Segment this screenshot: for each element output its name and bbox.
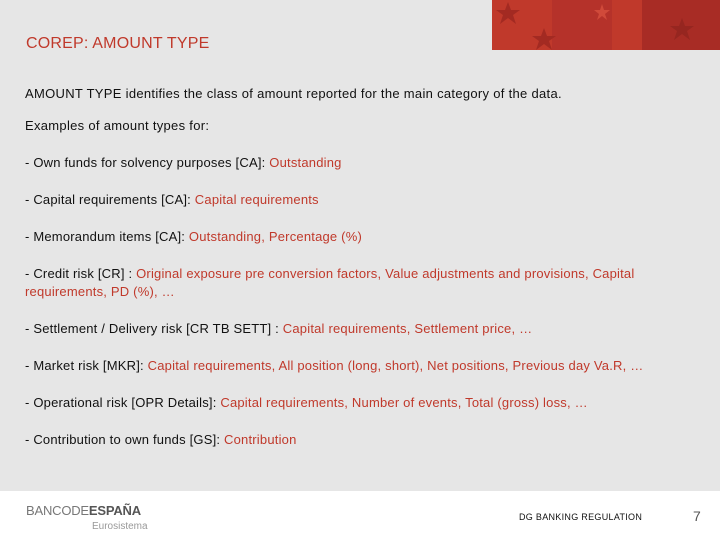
list-item-capital-requirements — [25, 191, 705, 209]
item-label: - Market risk [MKR]: — [25, 358, 144, 373]
stars-flag-icon — [492, 0, 720, 50]
logo-subtitle: Eurosistema — [92, 521, 148, 532]
banco-de-espana-logo — [26, 503, 141, 518]
item-label: - Memorandum items [CA]: — [25, 229, 186, 244]
list-item-market-risk — [25, 357, 705, 375]
item-value: Original exposure pre conversion factors, Value adjustments and provisions, Capital requirements, PD (%), … — [25, 266, 635, 299]
list-item-memorandum — [25, 228, 705, 246]
footer — [0, 491, 720, 540]
list-item-operational-risk — [25, 394, 705, 412]
item-label: - Own funds for solvency purposes [CA]: — [25, 155, 266, 170]
intro-text: AMOUNT TYPE identifies the class of amount reported for the main category of the data. — [25, 86, 562, 101]
item-label: - Capital requirements [CA]: — [25, 192, 191, 207]
page-number: 7 — [693, 508, 701, 524]
item-label: - Settlement / Delivery risk [CR TB SETT] : — [25, 321, 279, 336]
item-value: Capital requirements, Settlement price, … — [278, 321, 533, 336]
examples-heading: Examples of amount types for: — [25, 118, 210, 133]
list-item-credit-risk — [25, 265, 645, 301]
item-value: Capital requirements, Number of events, Total (gross) loss, … — [216, 395, 588, 410]
item-value: Capital requirements — [191, 192, 319, 207]
item-label: - Contribution to own funds [GS]: — [25, 432, 221, 447]
item-value: Outstanding, Percentage (%) — [185, 229, 362, 244]
logo-text-part2: ESPAÑA — [88, 503, 141, 518]
item-value: Capital requirements, All position (long, short), Net positions, Previous day Va.R, … — [143, 358, 644, 373]
logo-text-part1: BANCODE — [26, 503, 89, 518]
list-item-settlement-risk — [25, 320, 705, 338]
list-item-own-funds — [25, 154, 705, 172]
item-label: - Credit risk [CR] : — [25, 266, 133, 281]
list-item-contribution — [25, 431, 705, 449]
department-label: DG BANKING REGULATION — [519, 512, 643, 522]
header-banner-image — [492, 0, 720, 50]
item-label: - Operational risk [OPR Details]: — [25, 395, 217, 410]
item-value: Contribution — [220, 432, 297, 447]
item-value: Outstanding — [265, 155, 342, 170]
page-title: COREP: AMOUNT TYPE — [26, 35, 210, 52]
